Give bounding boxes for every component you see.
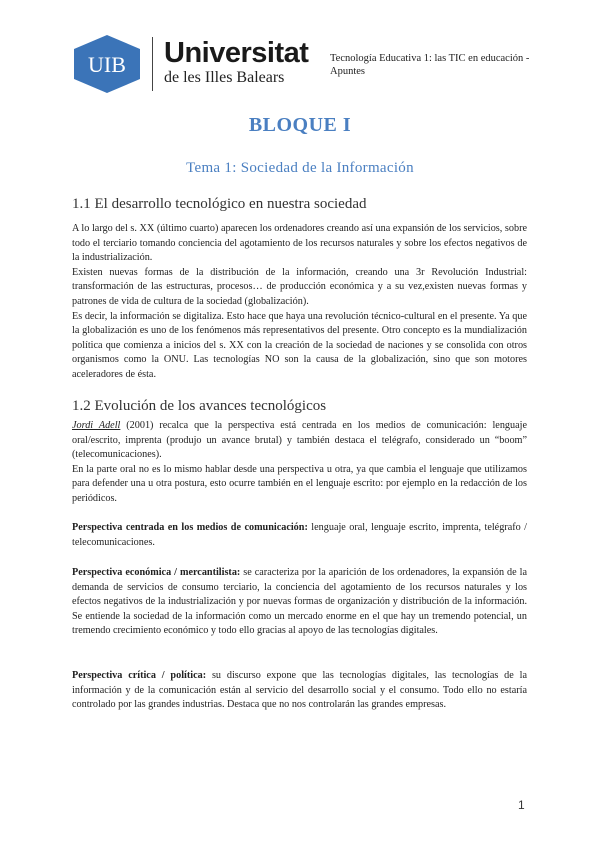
page-number: 1 (518, 798, 525, 812)
logo-name: Universitat (164, 37, 309, 69)
perspective-economic-label: Perspectiva económica / mercantilista: (72, 567, 241, 578)
author-name: Jordi Adell (72, 420, 121, 431)
page-subtitle: Tema 1: Sociedad de la Información (186, 160, 414, 176)
header-note: Tecnología Educativa 1: las TIC en educación - Apuntes (330, 53, 530, 77)
section2-body (72, 419, 527, 507)
page-title: BLOQUE I (248, 114, 352, 136)
perspective-economic (72, 566, 527, 639)
perspective-media-label: Perspectiva centrada en los medios de comunicación: (72, 522, 308, 533)
logo-initials: UIB (88, 52, 126, 77)
section2-paragraph-1: Jordi Adell (2001) recalca que la perspectiva está centrada en los medios de comunicación: lenguaje oral/escrito, imprenta (produjo un avance brutal) y también destaca el telégrafo, considerado un “boom” (telecomunicaciones). (72, 420, 527, 461)
section1-paragraph-1: A lo largo del s. XX (último cuarto) aparecen los ordenadores creando así una expansión de los servicios, sobre todo el terciario tomando conciencia del agotamiento de los recursos naturales y sobre los efectos negativos de la industrialización. (72, 223, 527, 264)
section2-paragraph-2: En la parte oral no es lo mismo hablar desde una perspectiva u otra, ya que cambia el lenguaje que utilizamos para defender una u otra postura, esto ocurre también en el lenguaje escrito: por ejemplo en la redacción de los periódicos. (72, 463, 527, 504)
perspective-critical-text: su discurso expone que las tecnologías digitales, las tecnologías de la información y de la comunicación están al servicio del desarrollo social y el consumo. Todo ello no estaría controlado por las grandes industrias. Destaca que no nos controlarán las grandes empresas. (72, 670, 527, 711)
perspective-critical (72, 669, 527, 713)
section1-heading: 1.1 El desarrollo tecnológico en nuestra sociedad (72, 196, 367, 212)
logo-subname: de les Illes Balears (164, 69, 285, 86)
section1-paragraph-3: Es decir, la información se digitaliza. Esto hace que haya una revolución técnico-cultural en el presente. Ya que la globalización es uno de los fenómenos más representativos del presente. Otro concepto es la mundialización política que comienza a inicios del s. XX con la creación de la sociedad de naciones y se consolida con otros organismos como la ONU. Las tecnologías NO son la causa de la globalización, sino que son motores aceleradores de ésta. (72, 310, 527, 380)
perspective-critical-label: Perspectiva crítica / política: (72, 670, 207, 681)
section1-paragraph-2: Existen nuevas formas de la distribución de la información, creando una 3r Revolución Industrial: transformación de las estructuras, procesos… de producción económica y a su vez,existen nuevas formas y patrones de vida de cultura de la sociedad (globalización). (72, 266, 527, 307)
uib-emblem-icon (70, 34, 150, 94)
section1-body (72, 222, 527, 383)
section2-heading: 1.2 Evolución de los avances tecnológicos (72, 398, 327, 414)
perspective-media-text: lenguaje oral, lenguaje escrito, imprenta, telégrafo / telecomunicaciones. (72, 522, 527, 548)
perspective-economic-text: se caracteriza por la aparición de los ordenadores, la expansión de la demanda de servicios de consumo terciario, la conciencia del agotamiento de los recursos naturales y los efectos negativos de la industrialización y por nuevas formas de organización y distribución de la información. Se entiende la sociedad de la información como un mercado enorme en el que hay un tremendo potencial, un tremendo crecimiento económico y todo ello gracias al apoyo de las tecnologías digitales. (72, 567, 527, 637)
logo-divider (152, 37, 153, 91)
perspective-media (72, 521, 527, 550)
university-logo (72, 37, 309, 93)
